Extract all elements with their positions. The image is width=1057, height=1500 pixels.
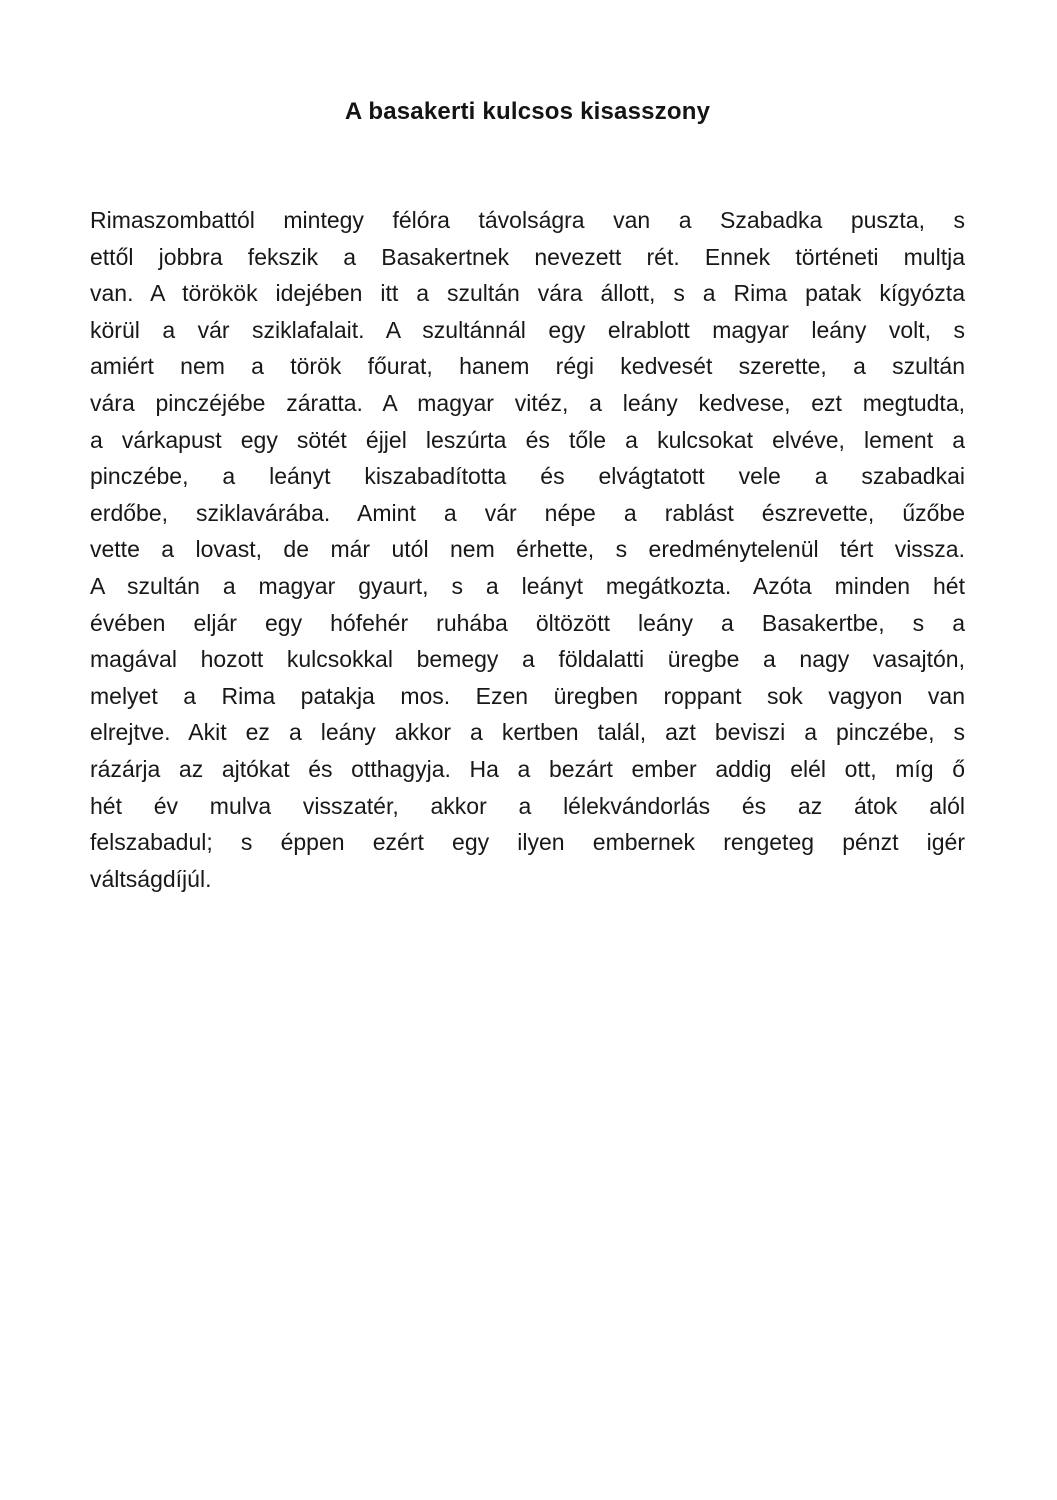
body-line: felszabadul; s éppen ezért egy ilyen embernek rengeteg pénzt igér — [90, 829, 965, 856]
body-line: körül a vár sziklafalait. A szultánnál egy elrablott magyar leány volt, s — [90, 316, 965, 343]
body-line: a várkapust egy sötét éjjel leszúrta és tőle a kulcsokat elvéve, lement a — [90, 426, 965, 453]
body-line: vette a lovast, de már utól nem érhette, s eredménytelenül tért vissza. — [90, 536, 965, 563]
body-line: ettől jobbra fekszik a Basakertnek nevezett rét. Ennek történeti multja — [90, 243, 965, 270]
body-line: vára pinczéjébe záratta. A magyar vitéz, a leány kedvese, ezt megtudta, — [90, 389, 965, 416]
document-title: A basakerti kulcsos kisasszony — [344, 98, 711, 125]
body-line: váltságdíjúl. — [90, 865, 212, 892]
body-line: erdőbe, sziklavárába. Amint a vár népe a rablást észrevette, űzőbe — [90, 499, 965, 526]
body-line: amiért nem a török főurat, hanem régi kedvesét szerette, a szultán — [90, 353, 965, 380]
body-line: rázárja az ajtókat és otthagyja. Ha a bezárt ember addig elél ott, míg ő — [90, 755, 965, 782]
body-line: van. A törökök idejében itt a szultán vára állott, s a Rima patak kígyózta — [90, 280, 965, 307]
body-line: hét év mulva visszatér, akkor a lélekvándorlás és az átok alól — [90, 792, 965, 819]
body-line: magával hozott kulcsokkal bemegy a földalatti üregbe a nagy vasajtón, — [90, 646, 965, 673]
body-line: A szultán a magyar gyaurt, s a leányt megátkozta. Azóta minden hét — [90, 572, 965, 599]
body-line: elrejtve. Akit ez a leány akkor a kertben talál, azt beviszi a pinczébe, s — [90, 719, 965, 746]
body-line: Rimaszombattól mintegy félóra távolságra van a Szabadka puszta, s — [90, 207, 965, 233]
body-paragraph — [90, 202, 965, 897]
body-line: évében eljár egy hófehér ruhába öltözött leány a Basakertbe, s a — [90, 609, 965, 636]
body-line: melyet a Rima patakja mos. Ezen üregben roppant sok vagyon van — [90, 682, 965, 709]
body-line: pinczébe, a leányt kiszabadította és elvágtatott vele a szabadkai — [90, 463, 965, 490]
